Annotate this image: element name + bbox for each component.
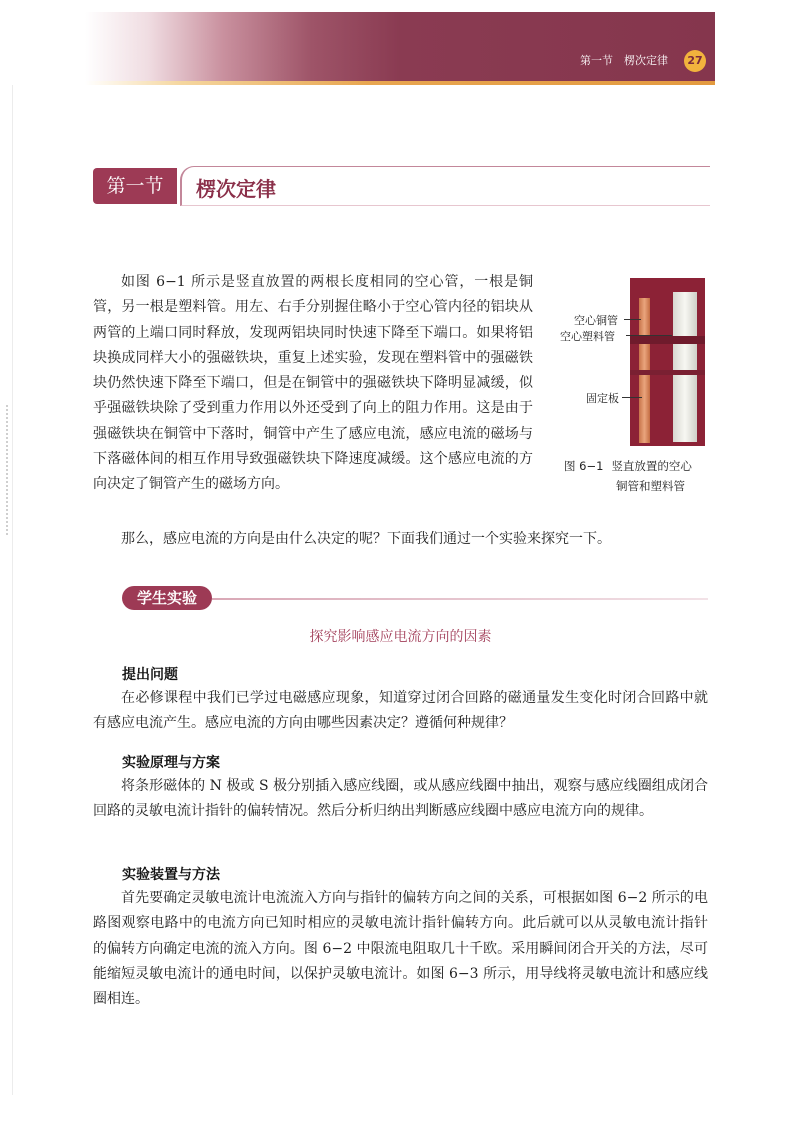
caption-line-1: 竖直放置的空心 [611, 459, 692, 473]
figure-6-1-caption [564, 456, 719, 496]
question-paragraph: 在必修课程中我们已学过电磁感应现象，知道穿过闭合回路的磁通量发生变化时闭合回路中就有感应电流产生。感应电流的方向由哪些因素决定？遵循何种规律？ [93, 690, 708, 732]
fixing-board-lower-image [630, 370, 705, 375]
principle-heading: 实验原理与方案 [122, 755, 220, 771]
student-experiment-badge: 学生实验 [122, 586, 212, 610]
label-fixing-board: 固定板 [586, 392, 619, 405]
experiment-title: 探究影响感应电流方向的因素 [309, 629, 492, 645]
fixing-board-image [630, 336, 705, 344]
header-underline [85, 81, 715, 85]
principle-paragraph: 将条形磁体的 N 极或 S 极分别插入感应线圈，或从感应线圈中抽出，观察与感应线圈组成闭合回路的灵敏电流计指针的偏转情况。然后分析归纳出判断感应线圈中感应电流方向的规律。 [93, 778, 708, 820]
header-band [85, 12, 715, 82]
experiment-divider [212, 598, 708, 600]
plastic-tube-image [673, 292, 697, 442]
running-header-label: 第一节 楞次定律 [580, 54, 668, 67]
caption-line-2: 铜管和塑料管 [616, 479, 685, 493]
leader-line-board [622, 397, 642, 398]
margin-dots [6, 405, 10, 535]
section-title: 楞次定律 [196, 177, 276, 201]
label-copper-tube: 空心铜管 [574, 314, 618, 327]
question-heading: 提出问题 [122, 667, 178, 683]
intro-paragraph-2: 那么，感应电流的方向是由什么决定的呢？下面我们通过一个实验来探究一下。 [121, 531, 611, 547]
leader-line-copper [624, 319, 641, 320]
page-number-badge: 27 [684, 50, 706, 72]
apparatus-heading: 实验装置与方法 [122, 867, 220, 883]
label-plastic-tube: 空心塑料管 [560, 330, 615, 343]
tubes-photo [630, 278, 705, 446]
margin-rule [12, 85, 13, 1095]
intro-paragraph-1: 如图 6−1 所示是竖直放置的两根长度相同的空心管，一根是铜管，另一根是塑料管。用左、右手分别握住略小于空心管内径的铝块从两管的上端口同时释放，发现两铝块同时快速下降至下端口。如果将铝块换成同样大小的强磁铁块，重复上述实验，发现在塑料管中的强磁铁块仍然快速下降至下端口，但是在铜管中的强磁铁块下降明显减缓，似乎强磁铁块除了受到重力作用以外还受到了向上的阻力作用。这是由于强磁铁块在铜管中下落时，铜管中产生了感应电流，感应电流的磁场与下落磁体间的相互作用导致强磁铁块下降速度减缓。这个感应电流的方向决定了铜管产生的磁场方向。 [93, 274, 533, 493]
figure-number: 图 6−1 [564, 459, 604, 473]
section-number-tab: 第一节 [93, 168, 177, 204]
figure-6-1 [556, 278, 716, 493]
apparatus-paragraph: 首先要确定灵敏电流计电流流入方向与指针的偏转方向之间的关系，可根据如图 6−2 所示的电路图观察电路中的电流方向已知时相应的灵敏电流计指针偏转方向。此后就可以从灵敏电流计指针的偏转方向确定电流的流入方向。图 6−2 中限流电阻取几十千欧。采用瞬间闭合开关的方法，尽可能缩短灵敏电流计的通电时间，以保护灵敏电流计。如图 6−3 所示，用导线将灵敏电流计和感应线圈相连。 [93, 890, 708, 1008]
leader-line-plastic [626, 335, 672, 336]
